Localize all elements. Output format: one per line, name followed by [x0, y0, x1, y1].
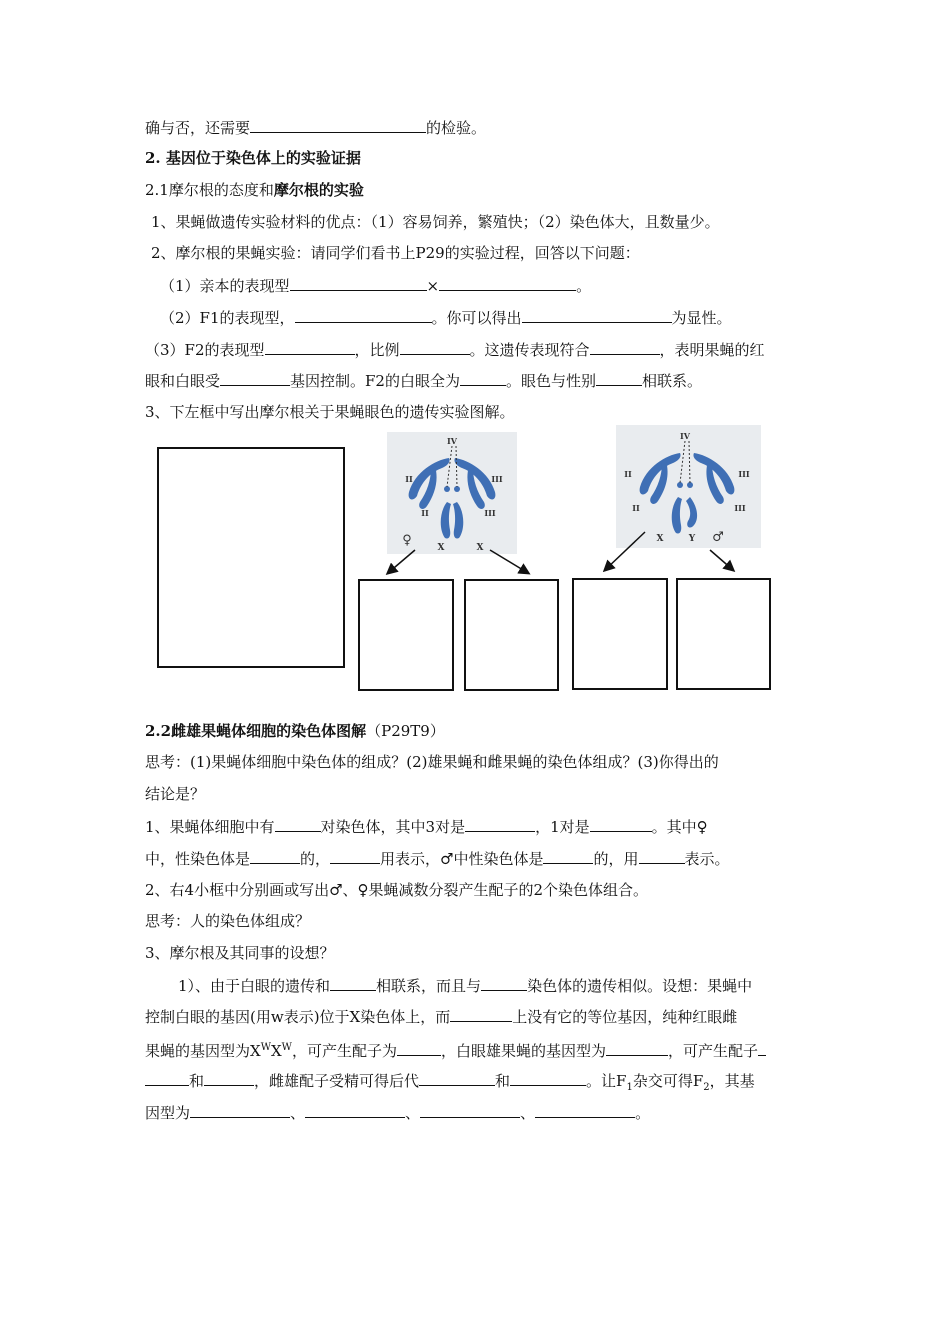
label-x: X — [656, 534, 664, 544]
label-iii: III — [491, 474, 503, 484]
label-iv: IV — [447, 436, 457, 446]
text: 2.2雌雄果蝇体细胞的染色体图解 — [145, 722, 367, 740]
blank — [450, 1006, 512, 1022]
hypothesis-line-2 — [145, 1006, 737, 1027]
text: 为显性。 — [671, 309, 732, 327]
text: ，比例 — [354, 341, 400, 359]
subscript: 1 — [626, 1082, 633, 1093]
blank — [330, 975, 376, 991]
arrow-male-right — [710, 550, 733, 570]
question-2 — [160, 307, 732, 328]
answer-line-2 — [145, 848, 730, 869]
blank — [596, 370, 642, 386]
chromosome-iv-dot — [677, 482, 683, 488]
blank — [265, 339, 355, 355]
text: 、 — [520, 1104, 536, 1122]
blank — [590, 816, 652, 832]
text: ，白眼雄果蝇的基因型为 — [440, 1042, 606, 1060]
hypothesis-line-3 — [145, 1038, 766, 1061]
text: ，可产生配子为 — [291, 1042, 397, 1060]
text: （2）F1的表现型， — [160, 309, 295, 327]
text: 相联系。 — [641, 372, 702, 390]
label-iii-lower: III — [484, 508, 496, 518]
text: 基因控制。F2的白眼全为 — [290, 372, 460, 390]
text: 对染色体，其中3对是 — [320, 818, 466, 836]
section-heading-2: 2. 基因位于染色体上的实验证据 — [145, 149, 361, 167]
blank — [305, 1102, 405, 1118]
text: 和 — [189, 1072, 205, 1090]
text: 眼和白眼受 — [145, 372, 221, 390]
male-chromosome-figure — [616, 425, 761, 548]
text: 的， — [300, 850, 331, 868]
blank — [250, 117, 426, 133]
gamete-box-female-2[interactable] — [464, 579, 559, 691]
text: 中，性染色体是 — [145, 850, 251, 868]
text: 。其中♀ — [651, 818, 708, 836]
label-y: Y — [688, 534, 696, 544]
text: 。让F — [586, 1072, 627, 1090]
superscript: W — [260, 1042, 271, 1053]
subsection-heading-2-1 — [145, 180, 364, 200]
blank — [465, 816, 535, 832]
text: 。 — [576, 277, 592, 295]
blank — [190, 1102, 290, 1118]
text: 杂交可得F — [632, 1072, 704, 1090]
text: 。眼色与性别 — [505, 372, 596, 390]
blank — [522, 307, 672, 323]
text: 、 — [405, 1104, 421, 1122]
text: 上没有它的等位基因，纯种红眼雌 — [512, 1008, 738, 1026]
text-line-p3: 3、下左框中写出摩尔根关于果蝇眼色的遗传实验图解。 — [145, 403, 515, 421]
blank — [400, 339, 470, 355]
text: 。 — [635, 1104, 651, 1122]
blank — [250, 848, 300, 864]
text: 相联系，而且与 — [376, 977, 482, 995]
question-3 — [145, 339, 765, 360]
female-symbol: ♀ — [402, 533, 412, 548]
label-iii-lower: III — [734, 503, 746, 513]
text: ，雌雄配子受精可得后代 — [254, 1072, 420, 1090]
male-symbol: ♂ — [712, 530, 724, 545]
label-ii-lower: II — [632, 503, 640, 513]
text: 。这遗传表现符合 — [469, 341, 590, 359]
text: 摩尔根的实验 — [273, 181, 364, 199]
blank — [330, 848, 380, 864]
blank — [481, 975, 527, 991]
answer-box-large[interactable] — [157, 447, 345, 668]
blank — [510, 1070, 586, 1086]
superscript: W — [281, 1042, 292, 1053]
text: 的，用 — [593, 850, 639, 868]
blank — [606, 1040, 668, 1056]
text: 用表示，♂中性染色体是 — [380, 850, 544, 868]
text: 染色体的遗传相似。设想：果蝇中 — [527, 977, 753, 995]
blank — [439, 275, 576, 291]
blank — [295, 307, 432, 323]
blank — [460, 370, 506, 386]
cross-symbol: × — [426, 277, 440, 295]
blank — [290, 275, 427, 291]
answer-line-4: 3、摩尔根及其同事的设想？ — [145, 944, 335, 962]
label-ii-lower: II — [421, 508, 429, 518]
answer-line-3: 2、右4小框中分别画或写出♂、♀果蝇减数分裂产生配子的2个染色体组合。 — [145, 881, 649, 899]
blank — [275, 816, 321, 832]
text: 1、果蝇体细胞中有 — [145, 818, 275, 836]
text: （P29T9） — [366, 722, 445, 740]
text: 1）、由于白眼的遗传和 — [178, 977, 331, 995]
text: ，表明果蝇的红 — [659, 341, 765, 359]
blank — [543, 848, 593, 864]
blank — [220, 370, 290, 386]
blank — [758, 1040, 766, 1056]
hypothesis-line-4 — [145, 1070, 755, 1098]
text: （1）亲本的表现型 — [160, 277, 290, 295]
blank — [639, 848, 685, 864]
question-3-cont — [145, 370, 702, 391]
text: ，可产生配子 — [667, 1042, 758, 1060]
text: （3）F2的表现型 — [145, 341, 265, 359]
text: X — [270, 1042, 282, 1060]
hypothesis-line-5 — [145, 1102, 650, 1123]
text: 表示。 — [684, 850, 730, 868]
gamete-box-male-1[interactable] — [572, 578, 668, 690]
label-x2: X — [476, 543, 484, 553]
blank — [590, 339, 660, 355]
blank — [420, 1102, 520, 1118]
text: ，其基 — [709, 1072, 755, 1090]
label-iv: IV — [680, 431, 690, 441]
gamete-box-female-1[interactable] — [358, 579, 454, 691]
text: 、 — [290, 1104, 306, 1122]
think-line-3: 思考：人的染色体组成？ — [145, 912, 311, 930]
subscript: 2 — [703, 1082, 710, 1093]
think-line-1: 思考：(1)果蝇体细胞中染色体的组成？(2)雄果蝇和雌果蝇的染色体组成？(3)你得出的 — [145, 753, 719, 771]
answer-line-1 — [145, 816, 708, 837]
label-ii: II — [405, 474, 413, 484]
question-1 — [160, 275, 591, 296]
text: 的检验。 — [426, 119, 487, 137]
text: ，1对是 — [535, 818, 590, 836]
text: 控制白眼的基因(用w表示)位于X染色体上，而 — [145, 1008, 451, 1026]
blank — [204, 1070, 254, 1086]
subsection-heading-2-2 — [145, 721, 445, 741]
blank — [419, 1070, 495, 1086]
gamete-box-male-2[interactable] — [676, 578, 771, 690]
blank — [535, 1102, 635, 1118]
text-line-p2: 2、摩尔根的果蝇实验：请同学们看书上P29的实验过程，回答以下问题： — [151, 244, 640, 262]
blank — [145, 1070, 189, 1086]
hypothesis-line-1 — [178, 975, 752, 996]
text: 。你可以得出 — [431, 309, 522, 327]
female-chromosome-figure — [387, 432, 517, 554]
text-line-p1: 1、果蝇做遗传实验材料的优点：（1）容易饲养，繁殖快；（2）染色体大，且数量少。 — [151, 213, 720, 231]
text: 因型为 — [145, 1104, 191, 1122]
text: 果蝇的基因型为X — [145, 1042, 261, 1060]
text-line-1 — [145, 117, 486, 138]
label-x1: X — [437, 543, 445, 553]
text: 2.1摩尔根的态度和 — [145, 181, 274, 199]
think-line-2: 结论是？ — [145, 785, 206, 803]
text: 确与否，还需要 — [145, 119, 251, 137]
label-ii: II — [624, 469, 632, 479]
label-iii: III — [738, 469, 750, 479]
text: 和 — [495, 1072, 511, 1090]
blank — [397, 1040, 441, 1056]
